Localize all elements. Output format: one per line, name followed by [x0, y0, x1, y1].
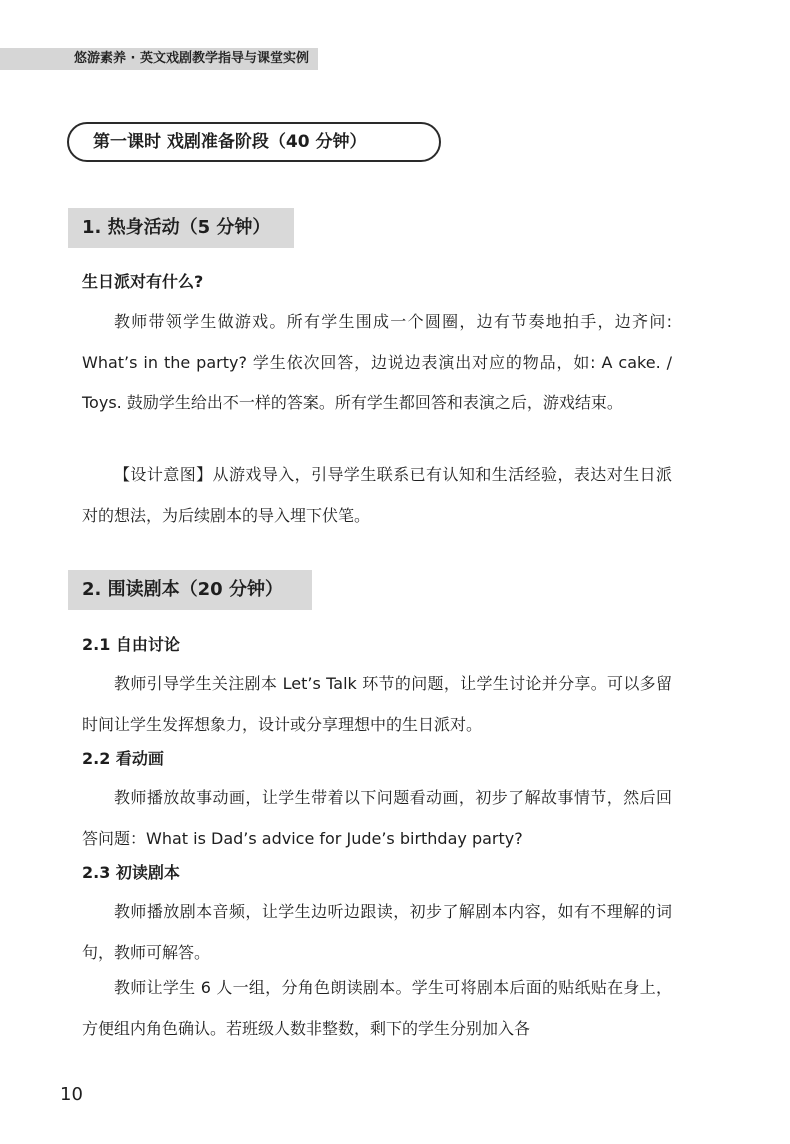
design-intent-paragraph: 【设计意图】从游戏导入，引导学生联系已有认知和生活经验，表达对生日派对的想法，为后续剧本的导入埋下伏笔。 — [82, 465, 672, 525]
lesson-title: 第一课时 戏剧准备阶段（40 分钟） — [67, 122, 441, 162]
section-subheading: 生日派对有什么? — [82, 272, 204, 291]
paragraph: 教师播放剧本音频，让学生边听边跟读，初步了解剧本内容，如有不理解的词句，教师可解答。 — [82, 902, 672, 962]
paragraph: 教师引导学生关注剧本 Let’s Talk 环节的问题，让学生讨论并分享。可以多留时间让学生发挥想象力，设计或分享理想中的生日派对。 — [82, 674, 672, 734]
page-number: 10 — [60, 1084, 83, 1105]
section-heading-script-reading: 2. 围读剧本（20 分钟） — [68, 570, 312, 610]
paragraph: 教师带领学生做游戏。所有学生围成一个圆圈，边有节奏地拍手，边齐问: What’s in the party? 学生依次回答，边说边表演出对应的物品，如: A cake. / Toys. 鼓励学生给出不一样的答案。所有学生都回答和表演之后，游戏结束。 — [82, 312, 672, 412]
section-heading-warmup: 1. 热身活动（5 分钟） — [68, 208, 294, 248]
paragraph: 教师播放故事动画，让学生带着以下问题看动画，初步了解故事情节，然后回答问题：What is Dad’s advice for Jude’s birthday party? — [82, 788, 672, 848]
subsection-heading: 2.3 初读剧本 — [82, 863, 180, 882]
subsection-heading: 2.1 自由讨论 — [82, 635, 180, 654]
running-header: 悠游素养 · 英文戏剧教学指导与课堂实例 — [0, 48, 318, 70]
paragraph: 教师让学生 6 人一组，分角色朗读剧本。学生可将剧本后面的贴纸贴在身上，方便组内角色确认。若班级人数非整数，剩下的学生分别加入各 — [82, 978, 672, 1038]
subsection-heading: 2.2 看动画 — [82, 749, 164, 768]
